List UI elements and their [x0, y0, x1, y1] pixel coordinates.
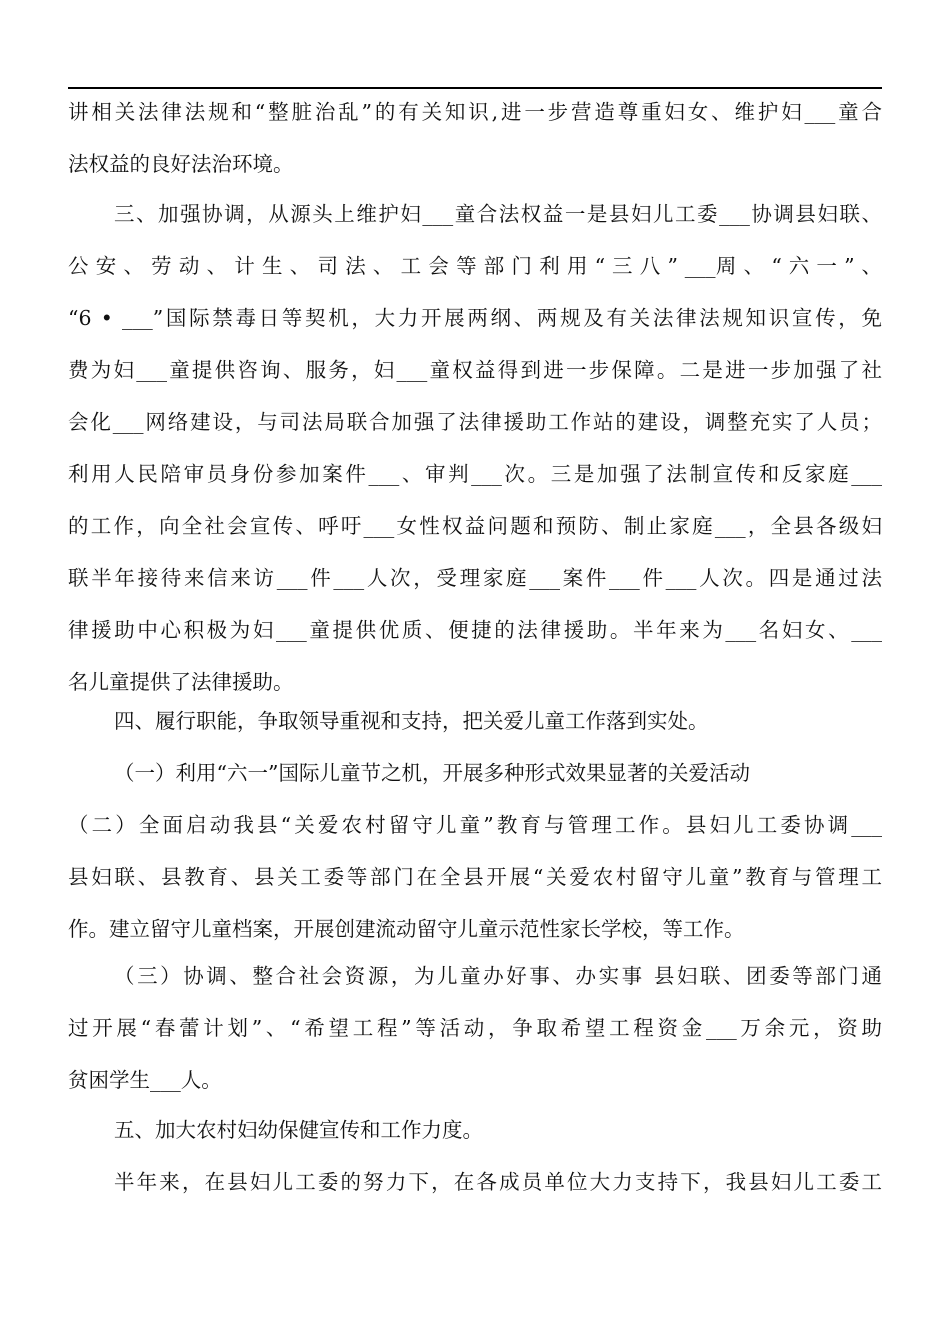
text-line: （三）协调、整合社会资源，为儿童办好事、办实事 县妇联、团委等部门通 [114, 964, 882, 988]
text-line: （二）全面启动我县“关爱农村留守儿童”教育与管理工作。县妇儿工委协调___ [68, 813, 882, 837]
text-line: 县妇联、县教育、县关工委等部门在全县开展“关爱农村留守儿童”教育与管理工 [68, 865, 882, 889]
text-line: 半年来，在县妇儿工委的努力下，在各成员单位大力支持下，我县妇儿工委工 [114, 1170, 882, 1194]
paragraph-section-five-heading [68, 1104, 882, 1156]
text-line: 律援助中心积极为妇___童提供优质、便捷的法律援助。半年来为___名妇女、___ [68, 618, 882, 642]
text-line: 过开展“春蕾计划”、“希望工程”等活动，争取希望工程资金___万余元，资助 [68, 1016, 882, 1040]
text-line: 利用人民陪审员身份参加案件___、审判___次。三是加强了法制宣传和反家庭___ [68, 462, 882, 486]
text-line: 的工作，向全社会宣传、呼吁___女性权益问题和预防、制止家庭___，全县各级妇 [68, 514, 882, 538]
text-line: “6 • ___”国际禁毒日等契机，大力开展两纲、两规及有关法律法规知识宣传，免 [68, 306, 882, 330]
text-line: （一）利用“六一”国际儿童节之机，开展多种形式效果显著的关爱活动 [114, 761, 750, 785]
paragraph-section-four-heading [68, 695, 882, 747]
text-line: 公 安 、 劳 动 、 计 生 、 司 法 、 工 会 等 部 门 利 用 “ 三 八 ” ___周 、 “ 六 一 ” 、 [68, 254, 882, 278]
text-line: 作。建立留守儿童档案，开展创建流动留守儿童示范性家长学校，等工作。 [68, 917, 745, 941]
text-line: 贫困学生___人。 [68, 1068, 222, 1092]
text-line: 会化___网络建设，与司法局联合加强了法律援助工作站的建设，调整充实了人员； [68, 410, 882, 434]
text-line: 讲相关法律法规和“整脏治乱”的有关知识,进一步营造尊重妇女、维护妇___童合 [68, 100, 882, 124]
paragraph-subsection-three [68, 950, 882, 1106]
paragraph-summary [68, 1156, 882, 1208]
text-line: 费为妇___童提供咨询、服务，妇___童权益得到进一步保障。二是进一步加强了社 [68, 358, 882, 382]
paragraph-section-three [68, 188, 882, 708]
section-heading: 五、加大农村妇幼保健宣传和工作力度。 [114, 1118, 483, 1142]
text-line: 三、加强协调，从源头上维护妇___童合法权益一是县妇儿工委___协调县妇联、 [114, 202, 882, 226]
section-heading: 四、履行职能，争取领导重视和支持，把关爱儿童工作落到实处。 [114, 709, 709, 733]
paragraph-legal-environment [68, 86, 882, 190]
paragraph-subsections-one-two [68, 747, 882, 955]
text-line: 联半年接待来信来访___件___人次，受理家庭___案件___件___人次。四是通过法 [68, 566, 882, 590]
text-line: 名儿童提供了法律援助。 [68, 670, 294, 694]
text-line: 法权益的良好法治环境。 [68, 152, 294, 176]
